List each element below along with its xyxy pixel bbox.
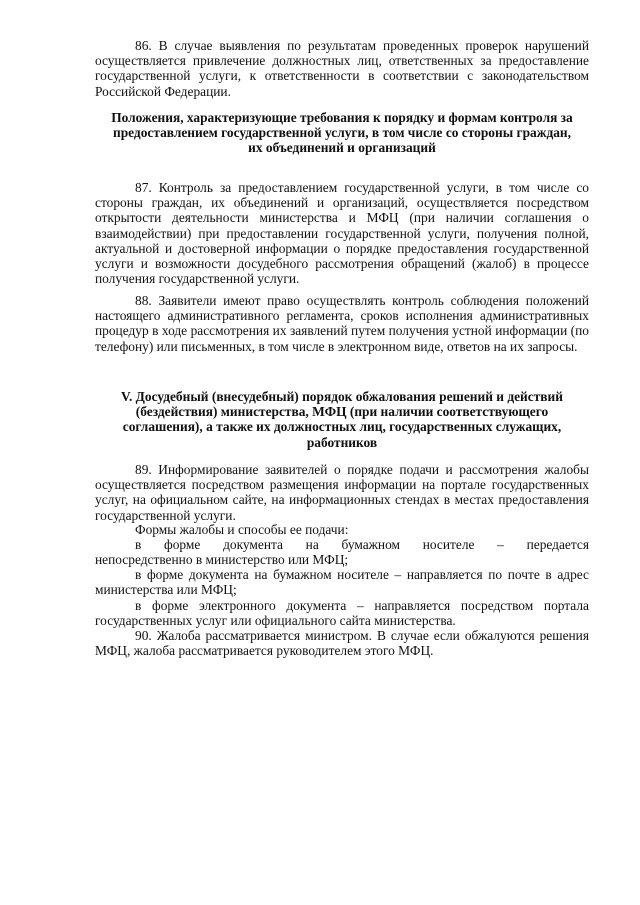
form-paper-direct-rest: непосредственно в министерство или МФЦ; [95, 552, 349, 567]
heading-control-requirements: Положения, характеризующие требования к порядку и формам контроля за предоставлением государственной услуги, в том числе со стороны граждан, их объединений и организаций [111, 110, 573, 156]
paragraph-88: 88. Заявители имеют право осуществлять контроль соблюдения положений настоящего административного регламента, сроков исполнения административных процедур в ходе рассмотрения их заявлений путем получения устной информации (по телефону) или письменных, в том числе в электронном виде, ответов на их запросы. [95, 293, 589, 354]
form-paper-mail: в форме документа на бумажном носителе – направляется по почте в адрес министерства или МФЦ; [95, 567, 589, 598]
paragraph-90: 90. Жалоба рассматривается министром. В случае если обжалуются решения МФЦ, жалоба рассматривается руководителем этого МФЦ. [95, 628, 589, 659]
paragraph-89: 89. Информирование заявителей о порядке подачи и рассмотрения жалобы осуществляется посредством размещения информации на портале государственных услуг, на официальном сайте, на информационных стендах в местах предоставления государственной услуги. [95, 462, 589, 523]
paragraph-86: 86. В случае выявления по результатам проведенных проверок нарушений осуществляется привлечение должностных лиц, ответственных за предоставление государственной услуги, к ответственности в соответствии с законодательством Российской Федерации. [95, 38, 589, 99]
word: – [497, 537, 504, 552]
word: форме [164, 537, 201, 552]
word: в [135, 537, 142, 552]
word: документа [223, 537, 283, 552]
word: бумажном [341, 537, 400, 552]
word: носителе [422, 537, 475, 552]
form-electronic: в форме электронного документа – направляется посредством портала государственных услуг или официального сайта министерства. [95, 598, 589, 629]
forms-intro: Формы жалобы и способы ее подачи: [135, 522, 349, 537]
heading-section-5-appeal-procedure: V. Досудебный (внесудебный) порядок обжалования решений и действий (бездействия) министерства, МФЦ (при наличии соответствующего соглашения), а также их должностных лиц, государственных служащих, работников [121, 389, 563, 450]
paragraph-87: 87. Контроль за предоставлением государственной услуги, в том числе со стороны граждан, их объединений и организаций, осуществляется посредством открытости деятельности министерства и МФЦ (при наличии соглашения о взаимодействии) при предоставлении государственной услуги, получения полной, актуальной и достоверной информации о порядке предоставления государственной услуги и возможности досудебного рассмотрения обращений (жалоб) в процессе получения государственной услуги. [95, 180, 589, 287]
word: на [305, 537, 319, 552]
form-paper-direct-line [95, 537, 589, 552]
word: передается [526, 537, 589, 552]
